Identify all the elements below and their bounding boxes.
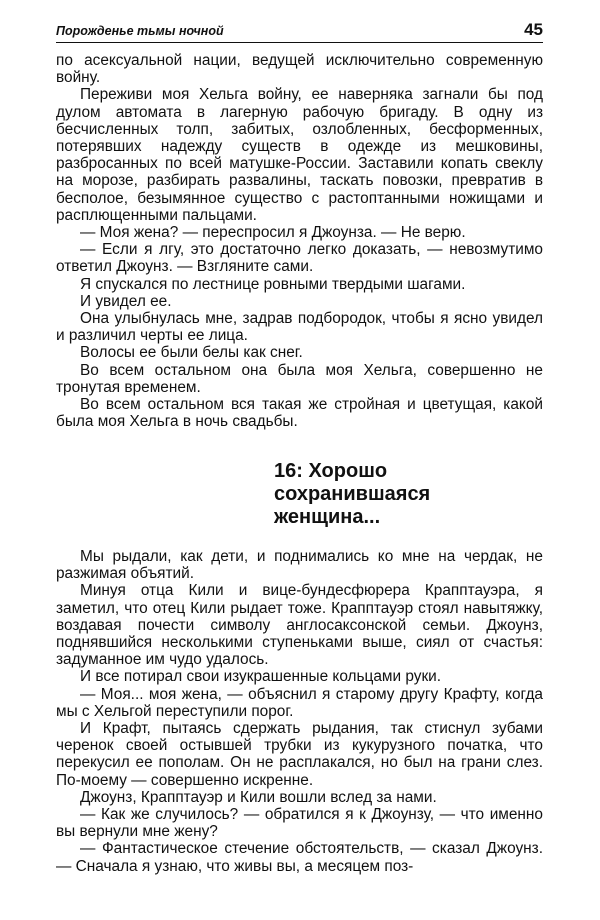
paragraph: — Если я лгу, это достаточно легко доказать, — невозмутимо ответил Джоунз. — Взгляните сами. [56, 241, 543, 276]
paragraph: Переживи моя Хельга войну, ее наверняка загнали бы под дулом автомата в лагерную рабочую бригаду. В одну из бесчисленных толп, забитых, озлобленных, бесформенных, потерявших надежду существ в одежде из мешковины, разбросанных по всей матушке-России. Заставили копать свеклу на морозе, разбирать развалины, таскать повозки, превратив в бесполое, безымянное существо с растоптанными ножищами и расплющенными пальцами. [56, 86, 543, 224]
paragraph: И увидел ее. [80, 292, 172, 310]
bottom-text-block [56, 548, 543, 875]
paragraph: Минуя отца Кили и вице-бундесфюрера Крапптауэра, я заметил, что отец Кили рыдает тоже. Крапптауэр стоял навытяжку, воздавая почести символу англосаксонской семьи. Джоунз, поднявшийся несколькими ступеньками выше, сиял от счастья: задуманное им чудо удалось. [56, 582, 543, 669]
paragraph: — Моя жена? — переспросил я Джоунза. — Не верю. [80, 224, 466, 242]
paragraph: Во всем остальном она была моя Хельга, совершенно не тронутая временем. [56, 361, 543, 396]
paragraph: — Фантастическое стечение обстоятельств, — сказал Джоунз. — Сначала я узнаю, что живы вы, а месяцем поз- [56, 840, 543, 875]
paragraph: Я спускался по лестнице ровными твердыми шагами. [80, 275, 466, 293]
chapter-title-line: сохранившаяся [274, 483, 431, 505]
page-header [56, 22, 543, 43]
chapter-title-line: 16: Хорошо [274, 460, 388, 482]
top-text-block [56, 52, 543, 430]
paragraph: — Как же случилось? — обратился я к Джоунзу, — что именно вы вернули мне жену? [56, 806, 543, 841]
paragraph: Во всем остальном вся такая же стройная и цветущая, какой была моя Хельга в ночь свадьбы. [56, 396, 543, 431]
paragraph: И все потирал свои изукрашенные кольцами руки. [80, 668, 442, 686]
paragraph: — Моя... моя жена, — объяснил я старому другу Крафту, когда мы с Хельгой переступили порог. [56, 685, 543, 720]
paragraph: Джоунз, Крапптауэр и Кили вошли вслед за нами. [80, 788, 437, 806]
paragraph: И Крафт, пытаясь сдержать рыдания, так стиснул зубами черенок своей остывшей трубки из кукурузного початка, что перекусил ее пополам. Он не расплакался, но был на грани слез. По-моему — совершенно искренне. [56, 720, 543, 789]
paragraph: Она улыбнулась мне, задрав подбородок, чтобы я ясно увидел и различил черты ее лица. [56, 310, 543, 345]
running-head: Порожденье тьмы ночной [56, 24, 224, 38]
chapter-title-line: женщина... [274, 506, 381, 528]
chapter-title [274, 460, 544, 529]
paragraph: по асексуальной нации, ведущей исключительно современную войну. [56, 52, 543, 87]
page-number: 45 [524, 20, 543, 39]
paragraph: Волосы ее были белы как снег. [80, 344, 303, 362]
paragraph: Мы рыдали, как дети, и поднимались ко мне на чердак, не разжимая объятий. [56, 548, 543, 583]
